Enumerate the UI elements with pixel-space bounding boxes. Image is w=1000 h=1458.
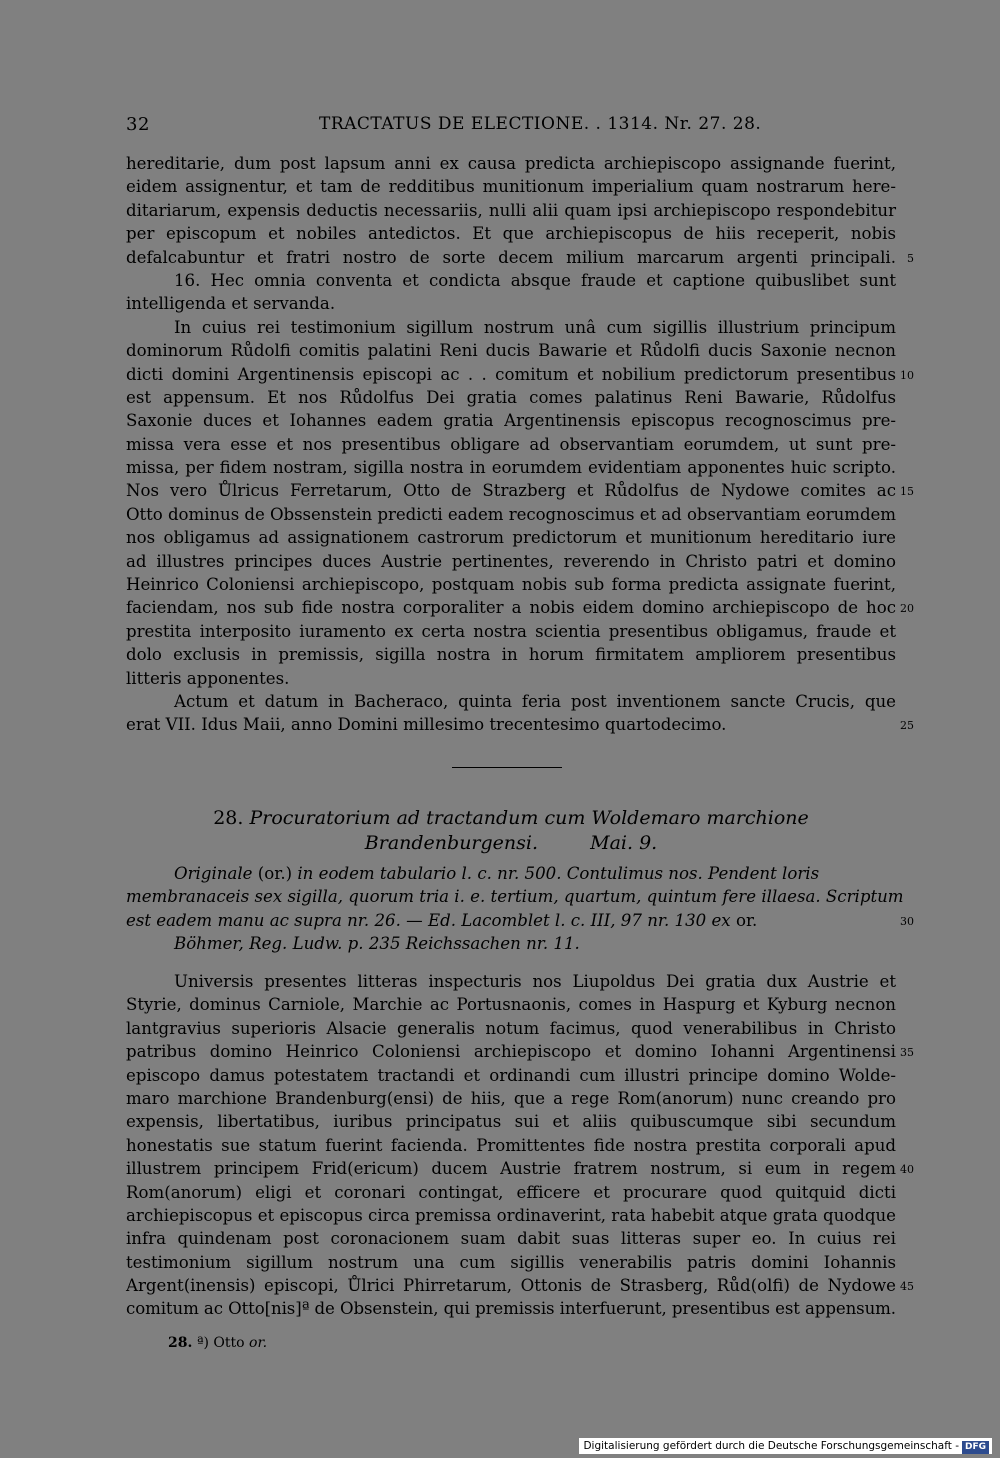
line-text: defalcabuntur et fratri nostro de sorte decem milium marcarum argenti principali. xyxy=(126,247,896,267)
text-line xyxy=(126,1040,914,1063)
text-line xyxy=(126,339,896,362)
text-line xyxy=(126,667,896,690)
line-text: Argent(inensis) episcopi, Ůlrici Phirretarum, Ottonis de Strasberg, Růd(olfi) de Nydowe xyxy=(126,1276,896,1296)
text-line xyxy=(126,993,896,1016)
line-text: Nos vero Ůlricus Ferretarum, Otto de Strazberg et Růdolfus de Nydowe comites ac xyxy=(126,481,896,501)
line-text: Saxonie duces et Iohannes eadem gratia Argentinensis episcopus recognoscimus pre- xyxy=(126,411,896,431)
line-text: dolo exclusis in premissis, sigilla nostra in horum firmitatem ampliorem presentibus xyxy=(126,645,896,665)
line-text: nos obligamus ad assignationem castrorum predictorum et munitionum hereditario iure xyxy=(126,528,896,548)
line-text: dicti domini Argentinensis episcopi ac . . comitum et nobilium predictorum presentibus xyxy=(126,364,896,384)
text-line xyxy=(126,175,896,198)
line-text: infra quindenam post coronacionem suam dabit suas litteras super eo. In cuius rei xyxy=(126,1229,896,1249)
line-text: Styrie, dominus Carniole, Marchie ac Portusnaonis, comes in Haspurg et Kyburg necnon xyxy=(126,995,896,1015)
line-number: 45 xyxy=(900,1280,914,1294)
footnote: 28. ª) Otto or. xyxy=(168,1335,268,1351)
text-line xyxy=(126,526,896,549)
text-line xyxy=(126,269,896,292)
text-line xyxy=(126,152,896,175)
text-line xyxy=(126,690,896,713)
line-text: per episcopum et nobiles antedictos. Et que archiepiscopus de hiis receperit, nobis xyxy=(126,224,896,244)
line-text: In cuius rei testimonium sigillum nostrum unâ cum sigillis illustrium principum xyxy=(174,317,896,337)
text-line xyxy=(126,1297,896,1320)
text-line xyxy=(126,503,896,526)
running-title: TRACTATUS DE ELECTIONE. . 1314. Nr. 27. 28. xyxy=(319,114,762,134)
funding-credit: Digitalisierung gefördert durch die Deutsche Forschungsgemeinschaft - DFG xyxy=(579,1438,992,1454)
source-note-line: Originale (or.) in eodem tabulario l. c. nr. 500. Contulimus nos. Pendent loris xyxy=(174,864,820,883)
source-note-line: est eadem manu ac supra nr. 26. — Ed. Lacomblet l. c. III, 97 nr. 130 ex or. 30 xyxy=(126,909,896,932)
source-note-line: Böhmer, Reg. Ludw. p. 235 Reichssachen nr. 11. xyxy=(174,934,580,954)
line-text: eidem assignentur, et tam de redditibus munitionum imperialium quam nostrarum here- xyxy=(126,177,896,197)
line-text: intelligenda et servanda. xyxy=(126,294,336,314)
line-text: patribus domino Heinrico Coloniensi archiepiscopo et domino Iohanni Argentinensi xyxy=(126,1042,896,1062)
line-text: faciendam, nos sub fide nostra corporaliter a nobis eidem domino archiepiscopo de hoc xyxy=(126,598,896,618)
dfg-logo: DFG xyxy=(962,1441,989,1454)
line-text: missa, per fidem nostram, sigilla nostra in eorumdem evidentiam apponentes huic scripto. xyxy=(126,458,896,478)
source-note-line: membranaceis sex sigilla, quorum tria i. e. tertium, quartum, quintum fere illaesa. Scriptum xyxy=(126,887,904,907)
line-text: ditariarum, expensis deductis necessariis, nulli alii quam ipsi archiepiscopo respondebitur xyxy=(126,200,896,220)
text-line xyxy=(126,386,896,409)
line-text: illustrem principem Frid(ericum) ducem Austrie fratrem nostrum, si eum in regem xyxy=(126,1159,896,1179)
line-text: prestita interposito iuramento ex certa nostra scientia presentibus obligamus, fraude et xyxy=(126,621,896,641)
line-text: lantgravius superioris Alsacie generalis notum facimus, quod venerabilibus in Christo xyxy=(126,1018,896,1038)
text-line xyxy=(126,479,914,502)
text-line xyxy=(126,1134,896,1157)
text-line xyxy=(126,316,896,339)
page-number: 32 xyxy=(126,114,150,135)
line-number: 25 xyxy=(900,719,914,733)
line-text: Otto dominus de Obssenstein predicti eadem recognoscimus et ad observantiam eorumdem xyxy=(126,504,896,524)
line-text: dominorum Růdolfi comitis palatini Reni ducis Bawarie et Růdolfi ducis Saxonie necnon xyxy=(126,341,896,361)
text-line xyxy=(126,1227,896,1250)
line-text: Heinrico Coloniensi archiepiscopo, postquam nobis sub forma predicta assignate fuerint, xyxy=(126,575,896,595)
text-line xyxy=(126,433,896,456)
text-line xyxy=(126,1087,896,1110)
line-text: missa vera esse et nos presentibus obligare ad observantiam eorumdem, ut sunt pre- xyxy=(126,434,896,454)
line-number: 20 xyxy=(900,602,914,616)
line-text: erat VII. Idus Maii, anno Domini millesimo trecentesimo quartodecimo. xyxy=(126,715,727,735)
line-text: episcopo damus potestatem tractandi et ordinandi cum illustri principe domino Wolde- xyxy=(126,1065,896,1085)
line-text: ad illustres principes duces Austrie pertinentes, reverendo in Christo patri et domino xyxy=(126,551,896,571)
line-text: Universis presentes litteras inspecturis nos Liupoldus Dei gratia dux Austrie et xyxy=(174,972,896,991)
line-text: Rom(anorum) eligi et coronari contingat, efficere et procurare quod quitquid dicti xyxy=(126,1182,896,1202)
text-line xyxy=(126,199,896,222)
line-text: est appensum. Et nos Růdolfus Dei gratia comes palatinus Reni Bawarie, Růdolfus xyxy=(126,387,896,407)
line-text: litteris apponentes. xyxy=(126,668,290,688)
line-number: 40 xyxy=(900,1163,914,1177)
text-line xyxy=(126,550,896,573)
line-number: 35 xyxy=(900,1046,914,1060)
document-heading xyxy=(126,806,896,856)
line-number: 15 xyxy=(900,485,914,499)
text-line xyxy=(126,456,896,479)
text-line xyxy=(126,222,896,245)
text-line xyxy=(126,363,914,386)
line-text: expensis, libertatibus, iuribus principatus sui et aliis quibuscumque sibi secundum xyxy=(126,1112,896,1132)
document-title-line-1: Procuratorium ad tractandum cum Woldemaro marchione xyxy=(249,807,809,829)
text-line xyxy=(126,1017,896,1040)
source-note xyxy=(126,862,914,956)
text-section-2 xyxy=(126,970,914,1321)
text-line xyxy=(126,1274,914,1297)
text-line xyxy=(126,409,896,432)
document-number: 28. xyxy=(213,807,244,829)
text-line xyxy=(126,246,914,269)
line-text: honestatis sue statum fuerint facienda. Promittentes fide nostra prestita corporali apud xyxy=(126,1135,896,1155)
text-line xyxy=(126,596,914,619)
text-line xyxy=(126,620,896,643)
text-line xyxy=(126,970,896,993)
text-line xyxy=(126,292,896,315)
document-title-line-2: Brandenburgensi. xyxy=(364,832,539,854)
line-text: archiepiscopus et episcopus circa premissa ordinaverint, rata habebit atque grata quodque xyxy=(126,1205,896,1225)
text-line xyxy=(126,1204,896,1227)
text-line xyxy=(126,1251,896,1274)
line-number: 30 xyxy=(900,914,914,928)
line-text: testimonium sigillum nostrum una cum sigillis venerabilis patris domini Iohannis xyxy=(126,1252,896,1272)
document-date: Mai. 9. xyxy=(590,832,658,854)
line-text: Actum et datum in Bacheraco, quinta feria post inventionem sancte Crucis, que xyxy=(174,691,896,711)
line-number: 5 xyxy=(907,251,914,265)
text-line xyxy=(126,573,896,596)
text-section-1 xyxy=(126,152,914,737)
line-text: maro marchione Brandenburg(ensi) de hiis, que a rege Rom(anorum) nunc creando pro xyxy=(126,1088,896,1108)
line-text: hereditarie, dum post lapsum anni ex causa predicta archiepiscopo assignande fuerint, xyxy=(126,154,896,173)
text-line xyxy=(126,1157,914,1180)
text-line xyxy=(126,1181,896,1204)
text-line xyxy=(126,713,914,736)
text-line xyxy=(126,1064,896,1087)
line-text: 16. Hec omnia conventa et condicta absque fraude et captione quibuslibet sunt xyxy=(174,270,896,290)
section-divider xyxy=(452,767,562,768)
text-line xyxy=(126,1110,896,1133)
page-header xyxy=(126,112,896,140)
line-number: 10 xyxy=(900,368,914,382)
text-line xyxy=(126,643,896,666)
line-text: comitum ac Otto[nis]ª de Obsenstein, qui premissis interfuerunt, presentibus est appensum. xyxy=(126,1299,896,1319)
